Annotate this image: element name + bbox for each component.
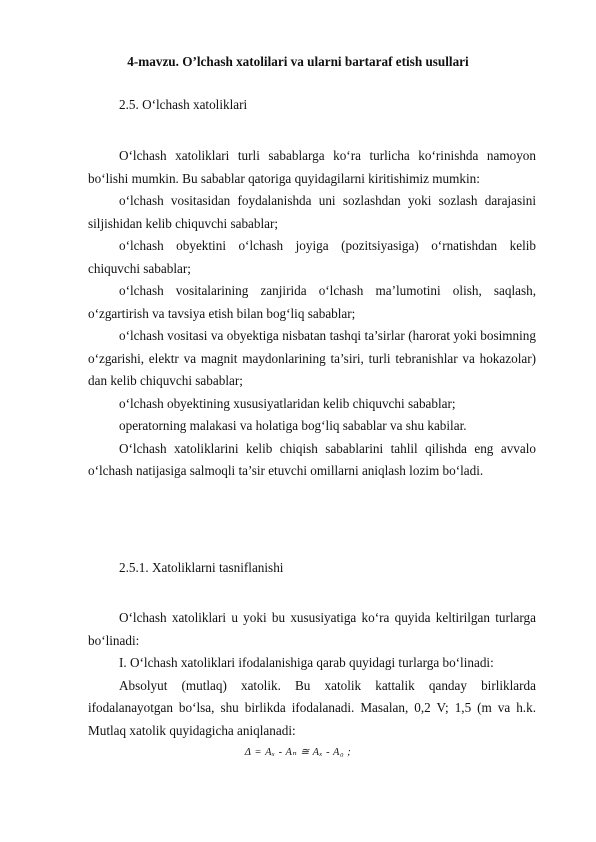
paragraph: o‘lchash vositalarining zanjirida o‘lchash ma’lumotini olish, saqlash, o‘zgartirish va tavsiya etish bilan bog‘liq sabablar; xyxy=(88,283,536,321)
subsection-heading: 2.5.1. Xatoliklarni tasniflanishi xyxy=(119,560,284,575)
classification-text-block xyxy=(88,607,536,742)
section-heading: 2.5. O‘lchash xatoliklari xyxy=(119,97,248,112)
document-title: 4-mavzu. O’lchash xatolilari va ularni bartaraf etish usullari xyxy=(127,54,469,69)
paragraph: operatorning malakasi va holatiga bog‘liq sabablar va shu kabilar. xyxy=(119,418,467,433)
paragraph: o‘lchash obyektining xususiyatlaridan kelib chiquvchi sabablar; xyxy=(119,395,456,411)
absolute-error-formula: Δ = Aₓ - Aₙ ≅ Aₓ - A₀ ; xyxy=(244,747,352,758)
paragraph: Absolyut (mutlaq) xatolik. Bu xatolik kattalik qanday birliklarda ifodalanayotgan bo‘lsa, shu birlikda ifodalanadi. Masalan, 0,2 V; 1,5 (m va h.k. Mutlaq xatolik quyidagicha aniqlanadi: xyxy=(88,677,536,738)
paragraph: O‘lchash xatoliklarini kelib chiqish sabablarini tahlil qilishda eng avvalo o‘lchash natijasiga salmoqli ta’sir etuvchi omillarni aniqlash lozim bo‘ladi. xyxy=(88,440,536,478)
paragraph: o‘lchash obyektini o‘lchash joyiga (pozitsiyasiga) o‘rnatishdan kelib chiquvchi sabablar; xyxy=(88,238,536,276)
paragraph: o‘lchash vositasidan foydalanishda uni sozlashdan yoki sozlash darajasini siljishidan kelib chiquvchi sabablar; xyxy=(88,193,536,231)
paragraph: I. O‘lchash xatoliklari ifodalanishiga qarab quyidagi turlarga bo‘linadi: xyxy=(119,655,494,670)
paragraph: O‘lchash xatoliklari u yoki bu xususiyatiga ko‘ra quyida keltirilgan turlarga bo‘linadi: xyxy=(88,610,536,648)
paragraph: o‘lchash vositasi va obyektiga nisbatan tashqi ta’sirlar (harorat yoki bosimning o‘zgarishi, elektr va magnit maydonlarining ta’siri, turli tebranishlar va hokazolar) dan kelib chiquvchi sabablar; xyxy=(88,328,536,388)
causes-text-block xyxy=(88,145,536,483)
paragraph: O‘lchash xatoliklari turli sabablarga ko‘ra turlicha ko‘rinishda namoyon bo‘lishi mumkin. Bu sabablar qatoriga quyidagilarni kiritishimiz mumkin: xyxy=(88,148,536,186)
